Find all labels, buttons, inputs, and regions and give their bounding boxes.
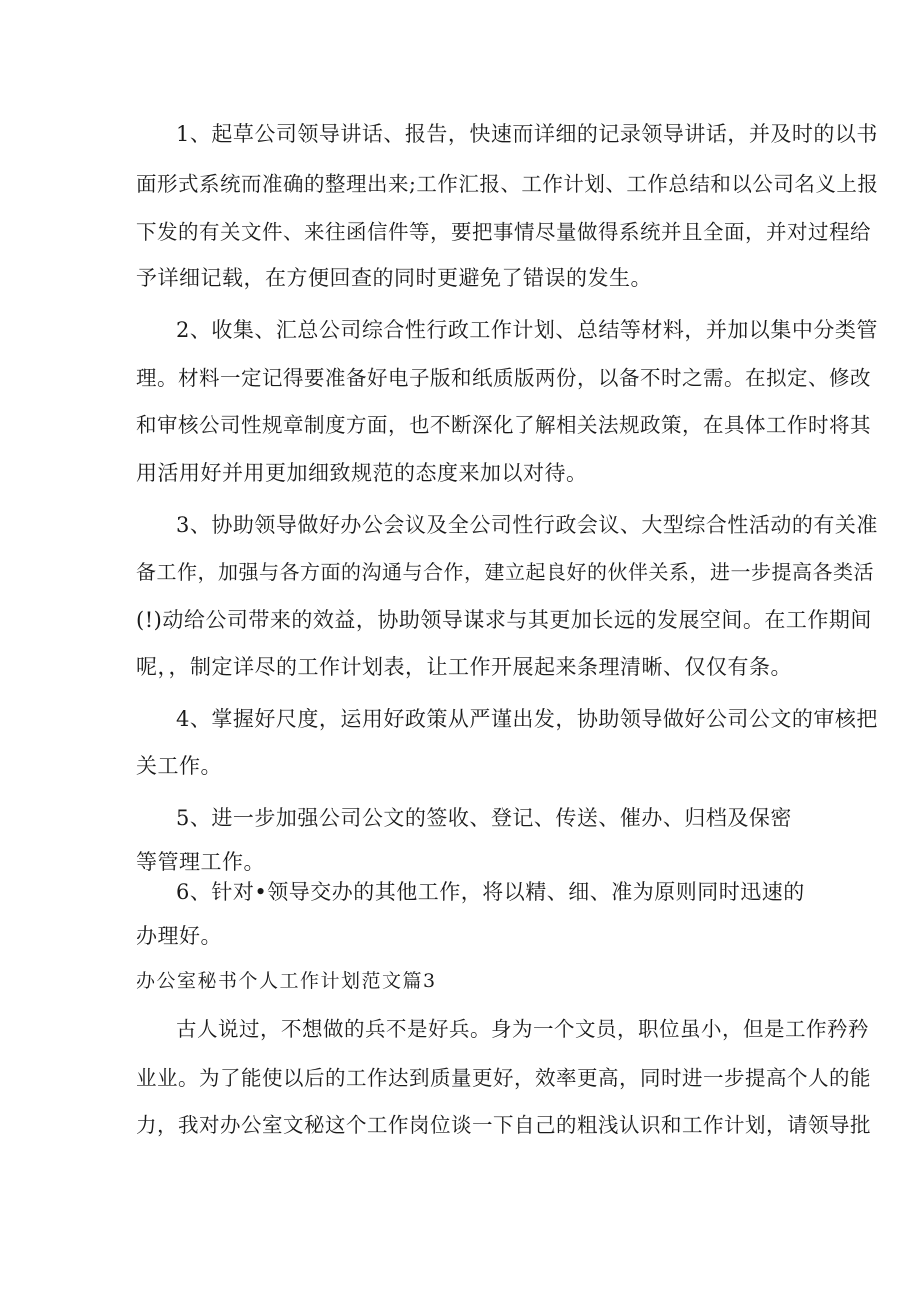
- item-2-line-3: 和审核公司性规章制度方面，也不断深化了解相关法规政策，在具体工作时将其: [136, 413, 871, 437]
- intro-line-2: 业业。为了能使以后的工作达到质量更好，效率更高，同时进一步提高个人的能: [136, 1066, 871, 1090]
- item-3-line-1: 3、协助领导做好办公会议及全公司性行政会议、大型综合性活动的有关准: [176, 513, 878, 537]
- item-2-line-2: 理。材料一定记得要准备好电子版和纸质版两份，以备不时之需。在拟定、修改: [136, 366, 871, 390]
- item-4-line-1: 4、掌握好尺度，运用好政策从严谨出发，协助领导做好公司公文的审核把: [176, 707, 878, 731]
- intro-line-3: 力，我对办公室文秘这个工作岗位谈一下自己的粗浅认识和工作计划，请领导批: [136, 1113, 871, 1137]
- item-6-line-1: 6、针对•领导交办的其他工作，将以精、细、准为原则同时迅速的: [176, 880, 805, 904]
- item-3-line-4: 呢，，制定详尽的工作计划表，让工作开展起来条理清晰、仅仅有条。: [136, 655, 792, 679]
- item-3-line-3: (!)动给公司带来的效益，协助领导谋求与其更加长远的发展空间。在工作期间: [136, 608, 872, 632]
- item-1-line-2: 面形式系统而准确的整理出来;工作汇报、工作计划、工作总结和以公司名义上报: [136, 172, 879, 196]
- item-1-line-4: 予详细记载，在方便回查的同时更避免了错误的发生。: [136, 266, 652, 290]
- item-2-line-1: 2、收集、汇总公司综合性行政工作计划、总结等材料，并加以集中分类管: [176, 318, 878, 342]
- item-1-line-3: 下发的有关文件、来往函信件等，要把事情尽量做得系统并且全面，并对过程给: [136, 220, 871, 244]
- item-1-line-1: 1、起草公司领导讲话、报告，快速而详细的记录领导讲话，并及时的以书: [176, 122, 878, 146]
- item-4-line-2: 关工作。: [136, 754, 222, 778]
- item-5-line-2: 等管理工作。: [136, 850, 265, 874]
- item-3-line-2: 备工作，加强与各方面的沟通与合作，建立起良好的伙伴关系，进一步提高各类活: [136, 560, 874, 584]
- item-5-line-1: 5、进一步加强公司公文的签收、登记、传送、催办、归档及保密: [176, 806, 792, 830]
- intro-line-1: 古人说过，不想做的兵不是好兵。身为一个文员，职位虽小，但是工作矜矜: [176, 1017, 869, 1041]
- item-2-line-4: 用活用好并用更加细致规范的态度来加以对待。: [136, 461, 588, 485]
- item-6-line-2: 办理好。: [136, 924, 222, 948]
- section-heading: 办公室秘书个人工作计划范文篇3: [136, 970, 437, 992]
